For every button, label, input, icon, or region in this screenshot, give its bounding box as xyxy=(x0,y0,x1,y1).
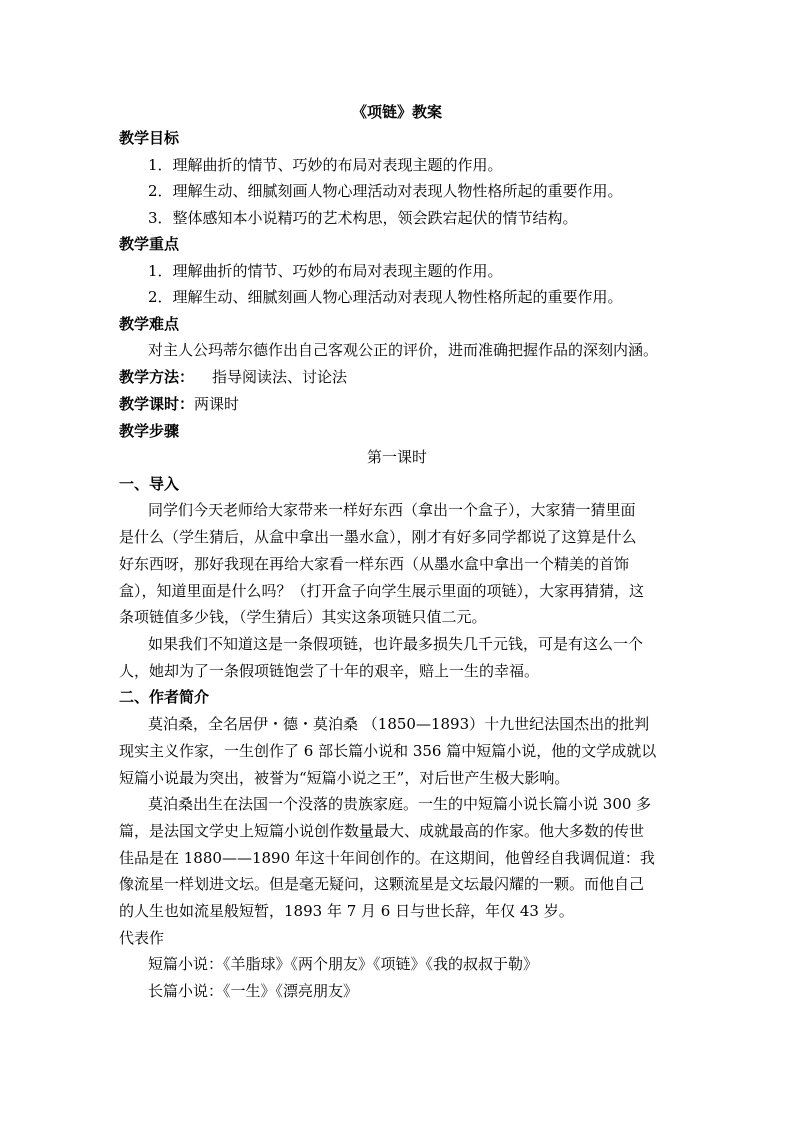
novel-works: 长篇小说：《一生》《漂亮朋友》 xyxy=(148,982,359,1000)
paragraph-line: 莫泊桑出生在法国一个没落的贵族家庭。一生的中短篇小说长篇小说 300 多 xyxy=(148,795,652,813)
short-story-works: 短篇小说：《羊脂球》《两个朋友》《项链》《我的叔叔于勒》 xyxy=(148,955,539,973)
paragraph-line: 人，她却为了一条假项链饱尝了十年的艰辛，赔上一生的幸福。 xyxy=(119,662,540,680)
teaching-method-line xyxy=(119,367,347,387)
key-point-item: 2．理解生动、细腻刻画人物心理活动对表现人物性格所起的重要作用。 xyxy=(148,288,623,306)
paragraph-line: 同学们今天老师给大家带来一样好东西（拿出一个盒子），大家猜一猜里面 xyxy=(148,501,636,519)
heading-teaching-goals: 教学目标 xyxy=(119,129,180,147)
paragraph-line: 现实主义作家，一生创作了 6 部长篇小说和 356 篇中短篇小说，他的文学成就以 xyxy=(119,742,657,760)
goal-item: 2．理解生动、细腻刻画人物心理活动对表现人物性格所起的重要作用。 xyxy=(148,182,623,200)
paragraph-line: 像流星一样划进文坛。但是毫无疑问，这颗流星是文坛最闪耀的一颗。而他自己 xyxy=(119,875,645,893)
paragraph-line: 莫泊桑，全名居伊・德・莫泊桑 （1850—1893）十九世纪法国杰出的批判 xyxy=(148,715,650,733)
heading-key-points: 教学重点 xyxy=(119,235,180,253)
teaching-hours-line xyxy=(119,394,239,414)
goal-item: 1．理解曲折的情节、巧妙的布局对表现主题的作用。 xyxy=(148,156,503,174)
heading-representative-works: 代表作 xyxy=(119,929,165,947)
paragraph-line: 盒），知道里面是什么吗？（打开盒子向学生展示里面的项链），大家再猜猜，这 xyxy=(119,582,645,600)
paragraph-line: 篇，是法国文学史上短篇小说创作数量最大、成就最高的作家。他大多数的传世 xyxy=(119,822,645,840)
paragraph-line: 好东西呀，那好我现在再给大家看一样东西（从墨水盒中拿出一个精美的首饰 xyxy=(119,555,630,573)
heading-introduction: 一、导入 xyxy=(119,475,180,493)
teaching-method-label: 教学方法： xyxy=(119,368,195,386)
teaching-hours-value: 两课时 xyxy=(194,395,240,413)
heading-difficult-points: 教学难点 xyxy=(119,315,180,333)
teaching-method-value: 指导阅读法、讨论法 xyxy=(212,368,348,386)
heading-teaching-steps: 教学步骤 xyxy=(119,422,180,440)
key-point-item: 1．理解曲折的情节、巧妙的布局对表现主题的作用。 xyxy=(148,262,503,280)
paragraph-line: 如果我们不知道这是一条假项链，也许最多损失几千元钱，可是有这么一个 xyxy=(148,635,644,653)
heading-author-intro: 二、作者简介 xyxy=(119,688,210,706)
lesson-one-title: 第一课时 xyxy=(366,448,427,466)
document-title: 《项链》教案 xyxy=(351,103,442,121)
paragraph-line: 的人生也如流星般短暂，1893 年 7 月 6 日与世长辞，年仅 43 岁。 xyxy=(119,902,574,920)
paragraph-line: 是什么（学生猜后，从盒中拿出一墨水盒），刚才有好多同学都说了这算是什么 xyxy=(119,528,637,546)
paragraph-line: 条项链值多少钱，（学生猜后）其实这条项链只值二元。 xyxy=(119,608,487,626)
paragraph-line: 短篇小说最为突出，被誉为“短篇小说之王”，对后世产生极大影响。 xyxy=(119,769,570,787)
difficult-point-text: 对主人公玛蒂尔德作出自己客观公正的评价，进而准确把握作品的深刻内涵。 xyxy=(148,341,659,359)
paragraph-line: 佳品是在 1880——1890 年这十年间创作的。在这期间，他曾经自我调侃道：我 xyxy=(119,849,655,867)
teaching-hours-label: 教学课时： xyxy=(119,395,195,413)
goal-item: 3．整体感知本小说精巧的艺术构思，领会跌宕起伏的情节结构。 xyxy=(148,209,578,227)
